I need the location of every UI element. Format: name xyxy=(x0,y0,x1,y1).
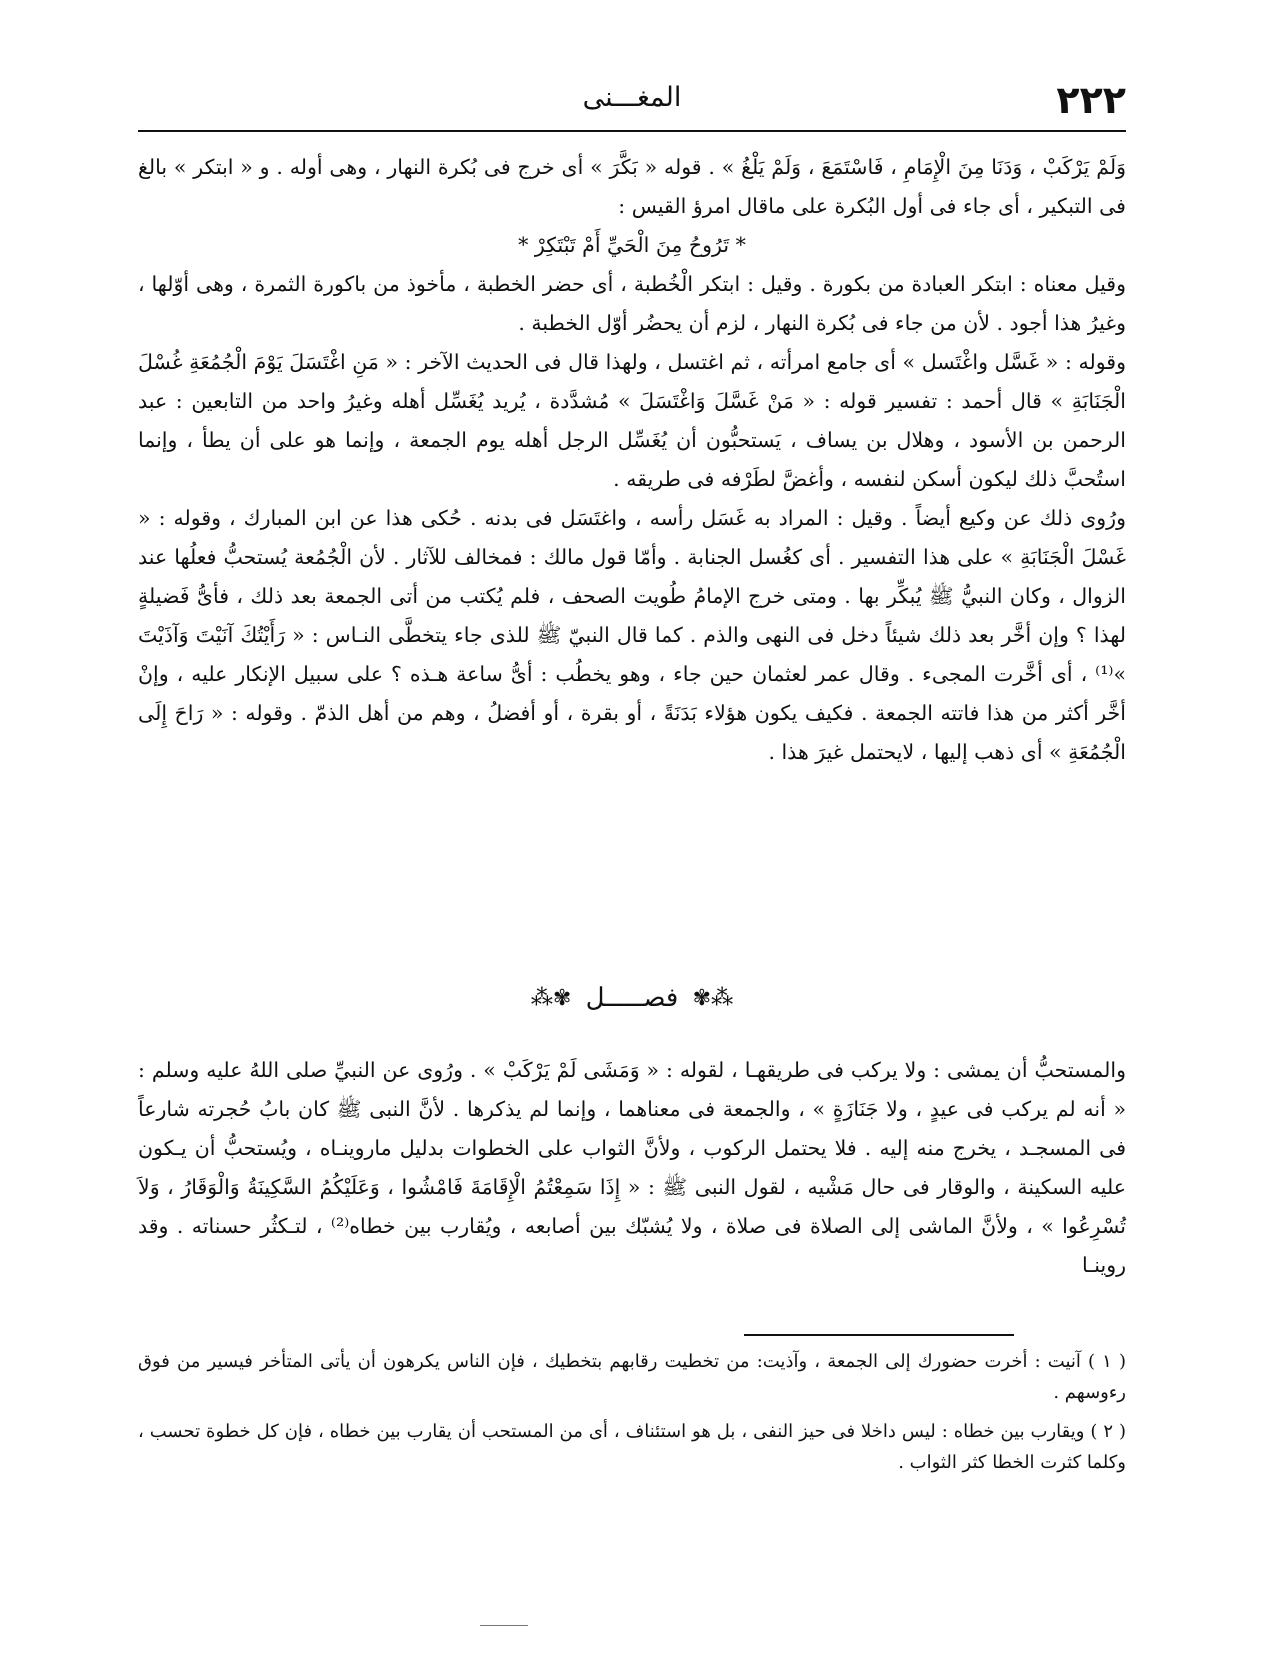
section-heading xyxy=(138,982,1126,1013)
paragraph: وقيل معناه : ابتكر العبادة من بكورة . وقيل : ابتكر الْخُطبة ، أى حضر الخطبة ، مأخوذ من باكورة الثمرة ، وهى أوّلها ، وغيرُ هذا أجود . لأن من جاء فى بُكرة النهار ، لزم أن يحضُر أوّل الخطبة . xyxy=(138,272,1126,335)
ornament-right-icon: ✾⁂ xyxy=(530,985,572,1011)
main-text-section-1 xyxy=(138,148,1126,772)
paragraph: وقوله : « غَسَّل واغْتَسل » أى جامع امرأته ، ثم اغتسل ، ولهذا قال فى الحديث الآخر : « مَنِ اغْتَسَلَ يَوْمَ الْجُمُعَةِ غُسْلَ الْجَنَابَةِ » قال أحمد : تفسير قوله : « مَنْ غَسَّلَ وَاغْتَسَلَ » مُشدَّدة ، يُريد يُغَسِّل أهله وغيرُ واحد من التابعين : عبد الرحمن بن الأسود ، وهلال بن يساف ، يَستحبُّون أن يُغَسِّل الرجل أهله يوم الجمعة ، وإنما هو على أن يطأ ، وإنما استُحبَّ ذلك ليكون أسكن لنفسه ، وأغضَّ لطَرْفه فى طريقه . xyxy=(138,350,1126,491)
page-number: ٢٢٢ xyxy=(1056,78,1126,122)
footnote-1: ( ١ ) آنيت : أخرت حضورك إلى الجمعة ، وآذيت: من تخطيت رقابهم بتخطيك ، فإن الناس يكرهون أن يأتى المتأخر فيسير من فوق رءوسهم . xyxy=(138,1351,1126,1403)
header-rule xyxy=(138,130,1126,132)
footnotes xyxy=(138,1346,1126,1486)
paragraph: وَلَمْ يَرْكَبْ ، وَدَنَا مِنَ الْإِمَامِ ، فَاسْتَمَعَ ، وَلَمْ يَلْغُ » . قوله « بَكَّرَ » أى خرج فى بُكرة النهار ، وهى أوله . و « ابتكر » بالغ فى التبكير ، أى جاء فى أول البُكرة على ماقال امرؤ القيس : xyxy=(138,155,1126,218)
poetry-verse: * تَرُوحُ مِنَ الْحَيِّ أَمْ تَبْتَكِرْ * xyxy=(518,233,746,257)
paragraph: والمستحبُّ أن يمشى : ولا يركب فى طريقهـا ، لقوله : « وَمَشَى لَمْ يَرْكَبْ » . ورُوى عن النبيِّ صلى اللهُ عليه وسلم : « أنه لم يركب فى عيدٍ ، ولا جَنَازَةٍ » ، والجمعة فى معناهما ، وإنما لم يذكرها . لأنَّ النبى ﷺ كان بابُ حُجرته شارعاً فى المسجـد ، يخرج منه إليه . فلا يحتمل الركوب ، ولأنَّ الثواب على الخطوات بدليل ماروينـاه ، ويُستحبُّ أن يـكون عليه السكينة ، والوقار فى حال مَشْيه ، لقول النبى ﷺ : « إِذَا سَمِعْتُمُ الْإِقَامَةَ فَامْشُوا ، وَعَلَيْكُمُ السَّكِينَةُ وَالْوَقَارُ ، وَلاَ تُسْرِعُوا » ، ولأنَّ الماشى إلى الصلاة فى صلاة ، ولا يُشبّك بين أصابعه ، ويُقارب بين خطاه⁽²⁾ ، لتـكثُر حسناته . وقد روينـا xyxy=(138,1057,1126,1277)
footnote-2: ( ٢ ) ويقارب بين خطاه : ليس داخلا فى حيز النفى ، بل هو استئناف ، أى من المستحب أن يقارب بين خطاه ، فإن كل خطوة تحسب ، وكلما كثرت الخطا كثر الثواب . xyxy=(138,1421,1126,1473)
main-text-section-2 xyxy=(138,1030,1126,1305)
footnote-separator xyxy=(744,1334,1014,1336)
paragraph: ورُوى ذلك عن وكيع أيضاً . وقيل : المراد به غَسَل رأسه ، واغتَسَل فى بدنه . حُكى هذا عن ابن المبارك ، وقوله : « غَسْلَ الْجَنَابَةِ » على هذا التفسير . أى كغُسل الجنابة . وأمّا قول مالك : فمخالف للآثار . لأن الْجُمُعة يُستحبُّ فعلُها عند الزوال ، وكان النبيُّ ﷺ يُبكِّر بها . ومتى خرج الإمامُ طُويت الصحف ، فلم يُكتب من أتى الجمعة بعد ذلك ، فأىُّ فَضيلةٍ لهذا ؟ وإن أخَّر بعد ذلك شيئاً دخل فى النهى والذم . كما قال النبيّ ﷺ للذى جاء يتخطَّى النـاس : « رَأَيْتُكَ آنَيْتَ وَآذَيْتَ »⁽¹⁾ ، أى أخَّرت المجىء . وقال عمر لعثمان حين جاء ، وهو يخطُب : أىُّ ساعة هـذه ؟ على سبيل الإنكار عليه ، وإنْ أخَّر أكثر من هذا فاتته الجمعة . فكيف يكون هؤلاء بَدَنَةً ، أو بقرة ، أو أفضلُ ، وهم من أهل الذمّ . وقوله : « رَاحَ إِلَى الْجُمُعَةِ » أى ذهب إليها ، لايحتمل غيرَ هذا . xyxy=(138,506,1126,764)
bottom-mark xyxy=(480,1625,528,1626)
section-heading-label: فصـــــل xyxy=(585,983,679,1013)
page-header xyxy=(138,72,1126,132)
running-title: المغـــنى xyxy=(582,82,682,113)
ornament-left-icon: ⁂✾ xyxy=(692,985,734,1011)
